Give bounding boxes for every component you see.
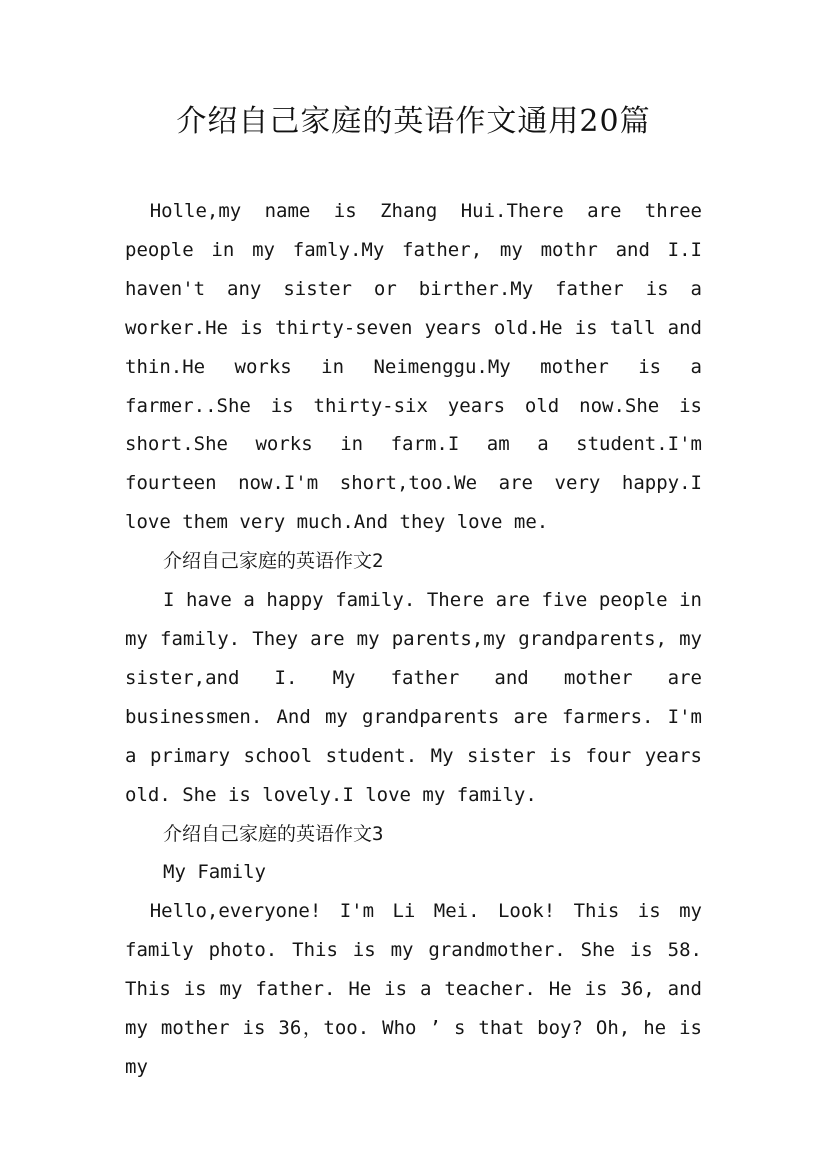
section-heading-2: 介绍自己家庭的英语作文2 xyxy=(163,550,384,573)
paragraph-family-3: Hello,everyone! I'm Li Mei. Look! This is my family photo. This is my grandmother. She is 58. This is my father. He is a teacher. He is 36, and my mother is 36，too. Who ’ s that boy? Oh, he is my xyxy=(125,900,702,1078)
paragraph-family-2: I have a happy family. There are five people in my family. They are my parents,my grandparents, my sister,and I. My father and mother are businessmen. And my grandparents are farmers. I'm a primary school student. My sister is four years old. She is lovely.I love my family. xyxy=(125,589,702,806)
document-title: 介绍自己家庭的英语作文通用20篇 xyxy=(176,104,651,139)
paragraph-family-1: Holle,my name is Zhang Hui.There are three people in my famly.My father, my mothr and I.I haven't any sister or birther.My father is a worker.He is thirty-seven years old.He is tall and thin.He works in Neimenggu.My mother is a farmer..She is thirty-six years old now.She is short.She works in farm.I am a student.I'm fourteen now.I'm short,too.We are very happy.I love them very much.And they love me. xyxy=(125,200,702,534)
document-body xyxy=(125,192,702,1087)
section-subtitle-my-family: My Family xyxy=(163,861,266,884)
section-heading-3: 介绍自己家庭的英语作文3 xyxy=(163,822,384,845)
